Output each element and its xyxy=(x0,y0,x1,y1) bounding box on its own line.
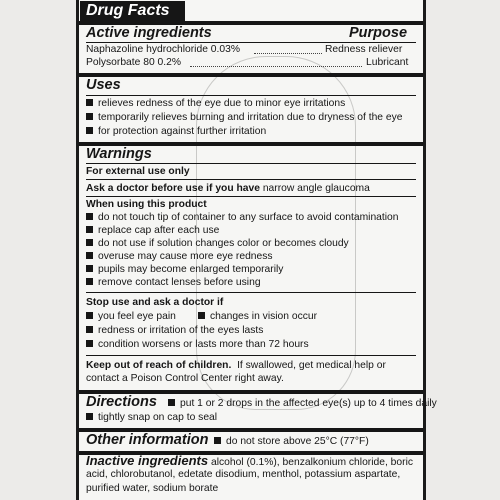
bullet-icon xyxy=(168,399,175,406)
list-item: temporarily relieves burning and irritation due to dryness of the eye xyxy=(86,112,403,124)
bullet-icon xyxy=(86,239,93,246)
divider xyxy=(86,163,416,164)
bullet-icon xyxy=(86,413,93,420)
purpose-1: Redness reliever xyxy=(325,44,403,55)
divider xyxy=(79,73,423,77)
list-item: pupils may become enlarged temporarily xyxy=(86,264,283,276)
list-item: do not store above 25°C (77°F) xyxy=(214,436,369,448)
bullet-icon xyxy=(198,312,205,319)
bullet-icon xyxy=(214,437,221,444)
ask-doctor-text: Ask a doctor before use if you have narrow angle glaucoma xyxy=(86,183,370,194)
bullet-icon xyxy=(86,252,93,259)
uses-heading: Uses xyxy=(86,77,121,93)
bullet-icon xyxy=(86,326,93,333)
purpose-heading: Purpose xyxy=(349,25,408,41)
bullet-icon xyxy=(86,340,93,347)
list-item: do not touch tip of container to any surface to avoid contamination xyxy=(86,212,399,224)
bullet-icon xyxy=(86,213,93,220)
inactive-ingredients-line-2: acid, chlorobutanol, edetate disodium, menthol, potassium aspartate, xyxy=(86,469,401,480)
when-using-heading: When using this product xyxy=(86,199,207,210)
dot-leader xyxy=(254,53,322,54)
list-item: do not use if solution changes color or becomes cloudy xyxy=(86,238,349,250)
warnings-heading: Warnings xyxy=(86,146,152,162)
active-ingredient-1: Naphazoline hydrochloride 0.03% xyxy=(86,44,240,55)
bullet-icon xyxy=(86,113,93,120)
list-item: redness or irritation of the eyes lasts xyxy=(86,325,263,337)
list-item: for protection against further irritation xyxy=(86,126,266,138)
list-item: relieves redness of the eye due to minor eye irritations xyxy=(86,98,345,110)
bullet-icon xyxy=(86,278,93,285)
list-item: changes in vision occur xyxy=(198,311,317,323)
dot-leader xyxy=(190,66,362,67)
divider xyxy=(86,196,416,197)
divider xyxy=(86,179,416,180)
drug-facts-title: Drug Facts xyxy=(80,1,185,21)
list-item: you feel eye pain xyxy=(86,311,176,323)
stop-use-heading: Stop use and ask a doctor if xyxy=(86,297,224,308)
bullet-icon xyxy=(86,226,93,233)
inactive-ingredients-heading: Inactive ingredients xyxy=(86,453,209,468)
list-item: overuse may cause more eye redness xyxy=(86,251,273,263)
external-use-text: For external use only xyxy=(86,166,190,177)
bullet-icon xyxy=(86,265,93,272)
list-item: put 1 or 2 drops in the affected eye(s) up to 4 times daily xyxy=(168,398,437,410)
list-item: remove contact lenses before using xyxy=(86,277,261,289)
divider xyxy=(86,42,416,43)
inactive-ingredients-line-3: purified water, sodium borate xyxy=(86,483,219,494)
divider xyxy=(86,95,416,96)
divider xyxy=(86,292,416,293)
list-item: tightly snap on cap to seal xyxy=(86,412,217,424)
bullet-icon xyxy=(86,312,93,319)
bullet-icon xyxy=(86,99,93,106)
list-item: replace cap after each use xyxy=(86,225,219,237)
directions-heading: Directions xyxy=(86,394,157,410)
keep-out-of-reach-text: Keep out of reach of children. If swallowed, get medical help or xyxy=(86,360,386,371)
other-information-heading: Other information xyxy=(86,432,209,448)
poison-control-text: contact a Poison Control Center right away. xyxy=(86,373,284,384)
purpose-2: Lubricant xyxy=(366,57,409,68)
inactive-ingredients-line-1: Inactive ingredients alcohol (0.1%), benzalkonium chloride, boric xyxy=(86,453,414,468)
active-ingredient-2: Polysorbate 80 0.2% xyxy=(86,57,182,68)
bullet-icon xyxy=(86,127,93,134)
divider xyxy=(86,355,416,356)
list-item: condition worsens or lasts more than 72 hours xyxy=(86,339,309,351)
active-ingredients-heading: Active ingredients xyxy=(86,25,212,41)
